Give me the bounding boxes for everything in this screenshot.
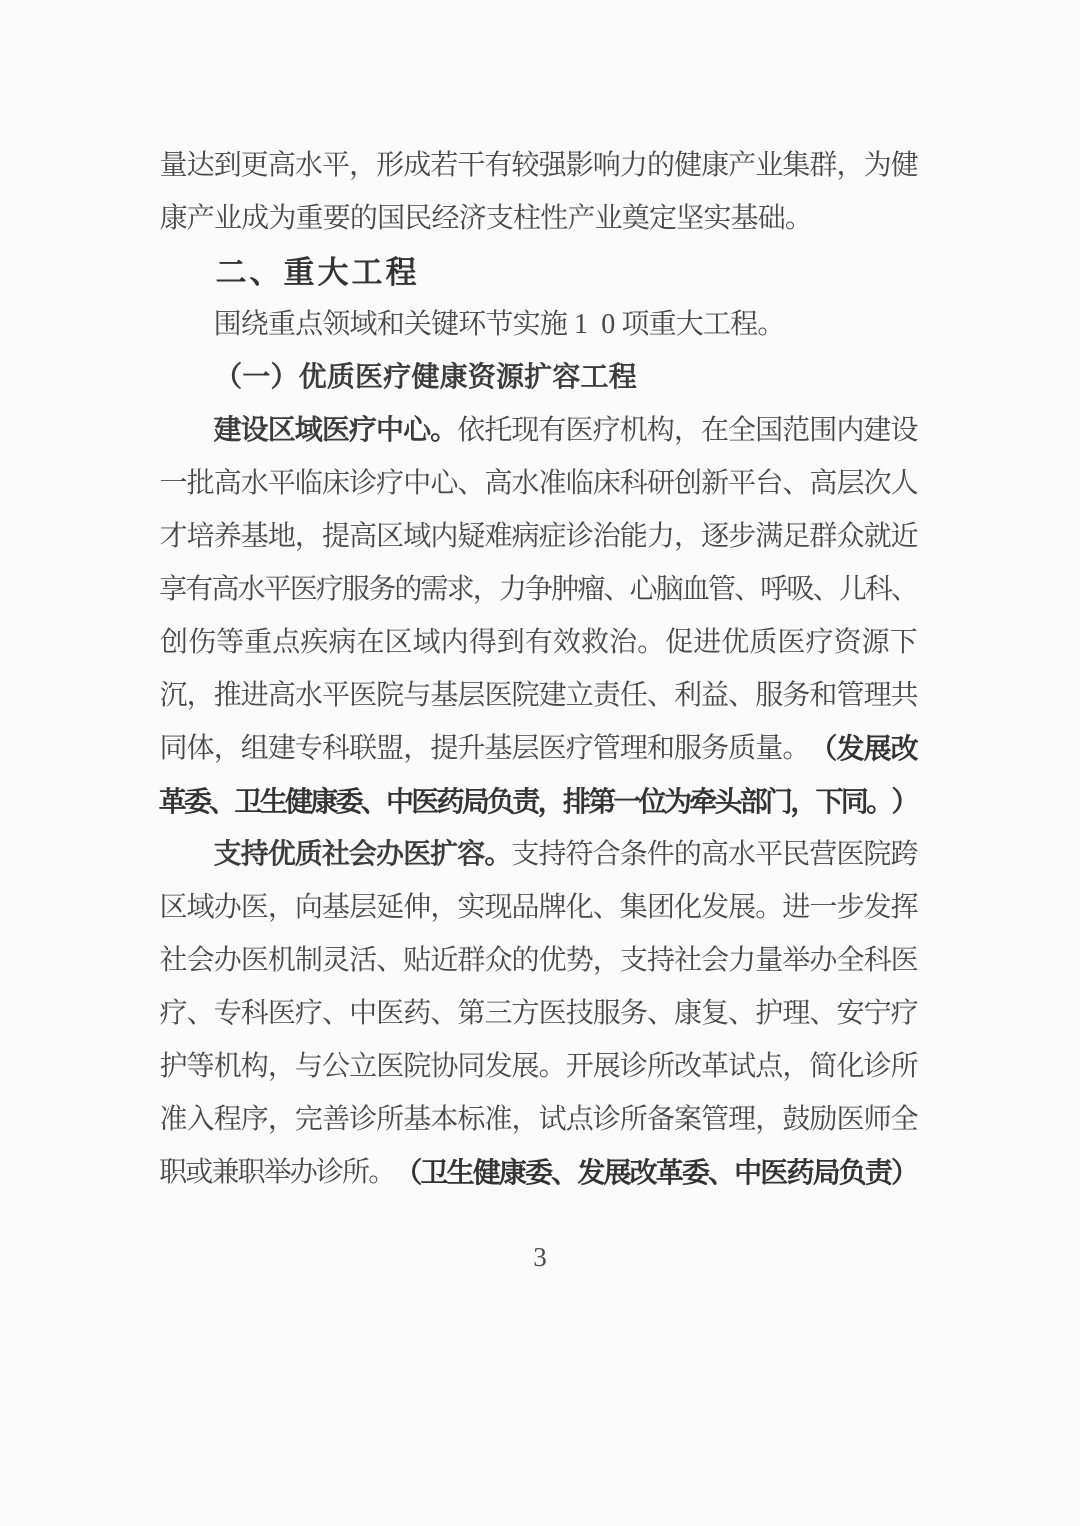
- text-line-01: 量 达 到 更 高 水 平 ， 形 成 若 干 有 较 强 影 响 力 的 健 康 产 业 集 群 ， 为 健: [159, 150, 919, 182]
- text-line-11: 沉 ， 推 进 高 水 平 医 院 与 基 层 医 院 建 立 责 任 、 利 益 、 服 务 和 管 理 共: [159, 680, 919, 712]
- text-line-08: 才 培 养 基 地 ， 提 高 区 域 内 疑 难 病 症 诊 治 能 力 ， 逐 步 满 足 群 众 就 近: [159, 521, 919, 553]
- text-line-18: 护 等 机 构 ， 与 公 立 医 院 协 同 发 展 。 开 展 诊 所 改 革 试 点 ， 简 化 诊 所: [159, 1051, 919, 1083]
- page-number: 3: [533, 1242, 547, 1272]
- text-line-10: 创 伤 等 重 点 疾 病 在 区 域 内 得 到 有 效 救 治 。 促 进 优 质 医 疗 资 源 下: [160, 627, 918, 659]
- text-line-20: 职 或 兼 职 举 办 诊 所 。 （ 卫 生 健 康 委 、 发 展 改 革 委 、 中 医 药 局 负 责 ）: [159, 1157, 920, 1189]
- text-line-16: 社 会 办 医 机 制 灵 活 、 贴 近 群 众 的 优 势 ， 支 持 社 会 力 量 举 办 全 科 医: [159, 945, 919, 977]
- subsection-heading-line: （ 一 ） 优 质 医 疗 健 康 资 源 扩 容 工 程: [214, 362, 637, 394]
- text-line-02: 康 产 业 成 为 重 要 的 国 民 经 济 支 柱 性 产 业 奠 定 坚 实 基 础 。: [159, 203, 813, 235]
- document-body: [160, 140, 918, 1200]
- text-line-14: 支 持 优 质 社 会 办 医 扩 容 。 支 持 符 合 条 件 的 高 水 平 民 营 医 院 跨: [213, 839, 919, 871]
- text-line-09: 享 有 高 水 平 医 疗 服 务 的 需 求 ， 力 争 肿 瘤 、 心 脑 血 管 、 呼 吸 、 儿 科 、: [159, 574, 920, 606]
- text-line-04: 围 绕 重 点 领 域 和 关 键 环 节 实 施 1 0 项 重 大 工 程 。: [213, 309, 786, 341]
- text-line-13: 革 委 、 卫 生 健 康 委 、 中 医 药 局 负 责 ， 排 第 一 位 为 牵 头 部 门 ， 下 同 。 ）: [158, 786, 920, 818]
- text-line-12: 同 体 ， 组 建 专 科 联 盟 ， 提 升 基 层 医 疗 管 理 和 服 务 质 量 。 （ 发 展 改: [159, 733, 919, 765]
- text-line-17: 疗 、 专 科 医 疗 、 中 医 药 、 第 三 方 医 技 服 务 、 康 复 、 护 理 、 安 宁 疗: [159, 998, 919, 1030]
- text-line-06: 建 设 区 域 医 疗 中 心 。 依 托 现 有 医 疗 机 构 ， 在 全 国 范 围 内 建 设: [213, 415, 919, 447]
- text-line-19: 准 入 程 序 ， 完 善 诊 所 基 本 标 准 ， 试 点 诊 所 备 案 管 理 ， 鼓 励 医 师 全: [159, 1104, 919, 1136]
- text-line-07: 一 批 高 水 平 临 床 诊 疗 中 心 、 高 水 准 临 床 科 研 创 新 平 台 、 高 层 次 人: [159, 468, 919, 500]
- text-line-15: 区 域 办 医 ， 向 基 层 延 伸 ， 实 现 品 牌 化 、 集 团 化 发 展 。 进 一 步 发 挥: [159, 892, 919, 924]
- section-heading-line: 二 、 重 大 工 程: [215, 254, 417, 290]
